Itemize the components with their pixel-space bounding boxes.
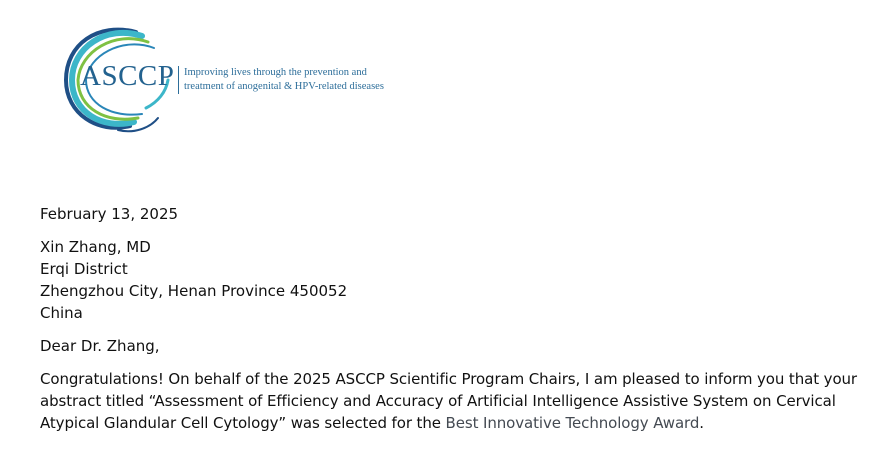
- letterhead-tagline: [178, 66, 384, 94]
- address-country: China: [40, 304, 83, 322]
- letter-body: [40, 203, 860, 434]
- body-paragraph: [40, 368, 860, 434]
- letterhead: [58, 22, 478, 137]
- award-name: Best Innovative Technology Award: [445, 414, 700, 432]
- tagline-line-1: Improving lives through the prevention and: [184, 67, 367, 78]
- logo-wordmark: ASCCP: [80, 60, 175, 92]
- tagline-line-2: treatment of anogenital & HPV-related diseases: [184, 81, 384, 92]
- address-line-2: Zhengzhou City, Henan Province 450052: [40, 282, 348, 300]
- letter-date: February 13, 2025: [40, 205, 179, 223]
- recipient-name: Xin Zhang, MD: [40, 238, 151, 256]
- body-text-prefix: Congratulations! On behalf of the 2025 ASCCP Scientific Program Chairs, I am pleased to inform you that your abstract titled “Assessment of Efficiency and Accuracy of Artificial Intelligence Assistive System on Cervical Atypical Glandular Cell Cytology” was selected for the: [40, 370, 857, 432]
- address-line-1: Erqi District: [40, 260, 128, 278]
- recipient-address: [40, 236, 860, 324]
- salutation: Dear Dr. Zhang,: [40, 337, 160, 355]
- asccp-logo: [58, 22, 183, 137]
- body-text-suffix: .: [699, 414, 704, 432]
